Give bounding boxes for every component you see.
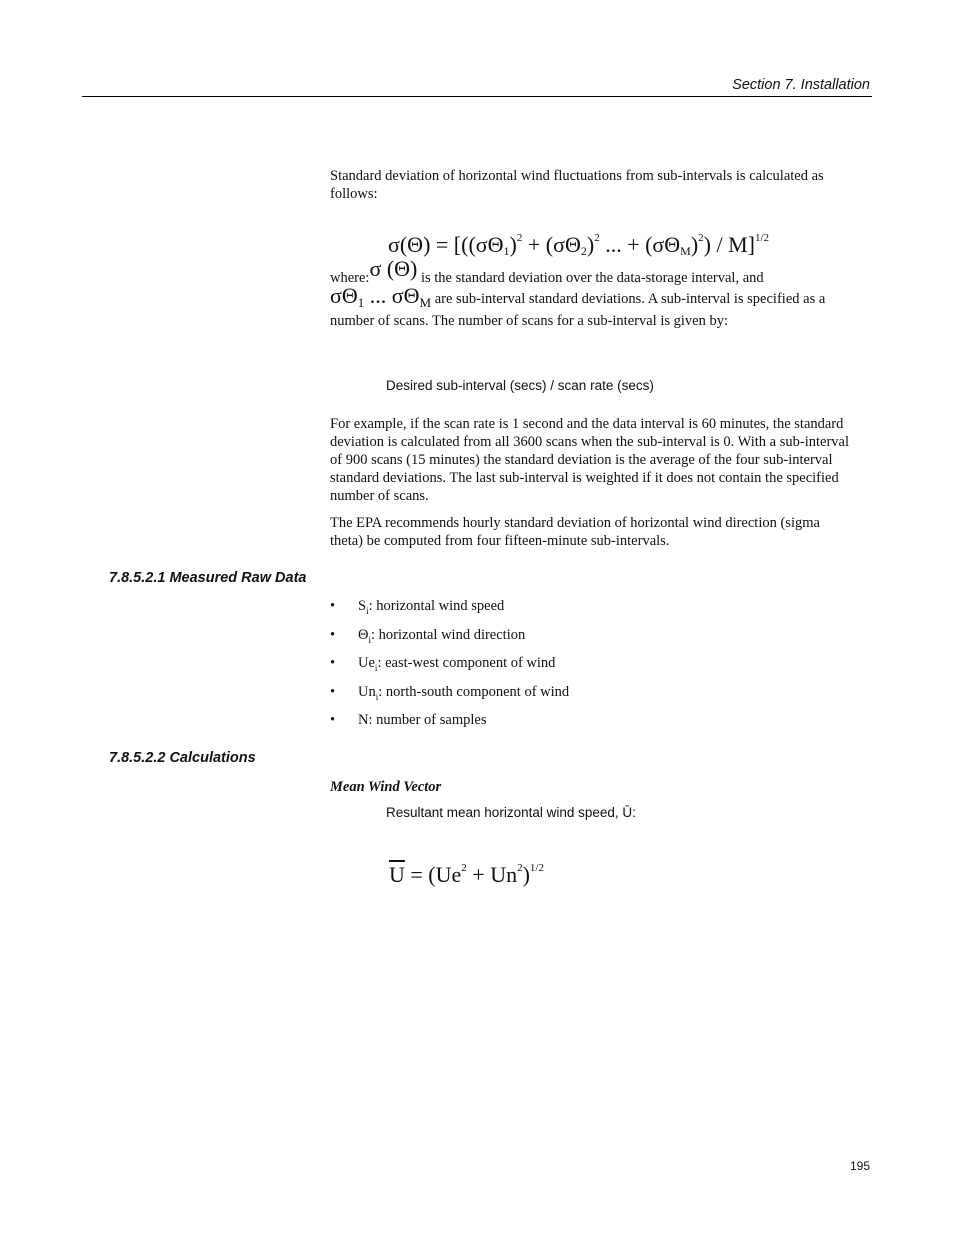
eq-part: ... + (σΘ [599,232,681,257]
item-symbol: Un [358,683,376,700]
eq-part: ) [586,232,595,257]
section-heading-calculations: 7.8.5.2.2 Calculations [109,750,256,766]
eq-sup: 2 [594,232,600,244]
eq-sup: 2 [517,862,523,874]
sigma-sub-1: 1 [357,294,365,310]
subinterval-formula: Desired sub-interval (secs) / scan rate (secs) [386,378,654,393]
where-text-1: is the standard deviation over the data-storage interval, and [417,270,764,286]
list-item [330,712,569,741]
eq-sup: 1/2 [755,232,770,244]
eq-part: + Un [466,862,518,887]
list-item [330,684,569,713]
where-block [330,256,850,330]
item-subscript: i [374,663,378,674]
header-rule [82,96,872,97]
bullet: • [330,598,336,614]
u-bar: $\overline{U}$ [389,862,405,887]
bullet: • [330,655,336,672]
list-item-text [358,712,486,730]
item-symbol: S [358,598,367,614]
sigma-equation [388,232,769,259]
item-symbol: Ue [358,655,375,672]
eq-part: σ(Θ) = [((σΘ [388,232,504,257]
list-item [330,598,569,627]
eq-sub: 2 [580,244,587,258]
where-line-2 [330,283,850,330]
bullet: • [330,626,336,643]
eq-sup: 2 [461,862,467,874]
sigma-theta-symbol: σ (Θ) [369,256,418,281]
item-description: : east-west component of wind [377,655,556,672]
eq-part: ) [522,862,530,887]
epa-paragraph: The EPA recommends hourly standard deviation of horizontal wind direction (sigma theta) be computed from four fifteen-minute sub-intervals. [330,515,820,549]
resultant-label: Resultant mean horizontal wind speed, Ū: [386,805,636,820]
bullet: • [330,712,336,729]
subheading-mean-wind-vector: Mean Wind Vector [330,779,442,795]
item-subscript: i [368,634,371,645]
eq-sup: 2 [698,232,704,244]
item-symbol: Θ [358,626,369,643]
item-subscript: i [366,605,369,616]
mean-wind-speed-equation [389,862,544,888]
item-description: : horizontal wind speed [368,598,505,614]
raw-data-list [330,598,569,741]
eq-sup: 1/2 [529,862,544,874]
item-subscript: i [375,691,379,702]
item-symbol: N [358,712,369,729]
sigma-theta-dots: ... σΘ [364,283,420,308]
eq-part: ) [690,232,699,257]
where-text-2: are sub-interval standard deviations. A sub-interval is specified as a number of scans. The number of scans for a sub-interval is given by: [330,291,826,329]
sigma-theta-range-symbol: σΘ [330,283,358,308]
item-description: : north-south component of wind [378,683,570,700]
eq-part: ) [509,232,517,257]
list-item-text [358,598,504,616]
list-item-text [358,655,555,673]
eq-sup: 2 [516,232,523,244]
page-number: 195 [849,1159,870,1173]
example-paragraph: For example, if the scan rate is 1 second and the data interval is 60 minutes, the standard deviation is calculated from all 3600 scans when the sub-interval is 0. With a sub-interval of 900 scans (15 minutes) the standard deviation is the average of the four sub-interval standard deviations. The last sub-interval is weighted if it does not contain the specified number of scans. [330,416,849,504]
list-item-text [358,684,569,702]
eq-sub: 1 [503,244,510,258]
list-item [330,655,569,684]
list-item [330,627,569,656]
eq-part: ) / M] [703,232,755,257]
section-heading-raw-data: 7.8.5.2.1 Measured Raw Data [109,570,307,586]
eq-part: = (Ue [404,862,462,887]
eq-sub: M [680,244,691,258]
eq-part: + (σΘ [522,232,581,257]
item-description: : horizontal wind direction [371,626,526,643]
item-description: : number of samples [368,712,487,729]
intro-paragraph: Standard deviation of horizontal wind fluctuations from sub-intervals is calculated as follows: [330,168,824,202]
running-header: Section 7. Installation [732,77,870,93]
list-item-text [358,627,525,645]
bullet: • [330,683,336,700]
sigma-sub-m: M [419,294,432,310]
where-label: where: [330,270,370,286]
